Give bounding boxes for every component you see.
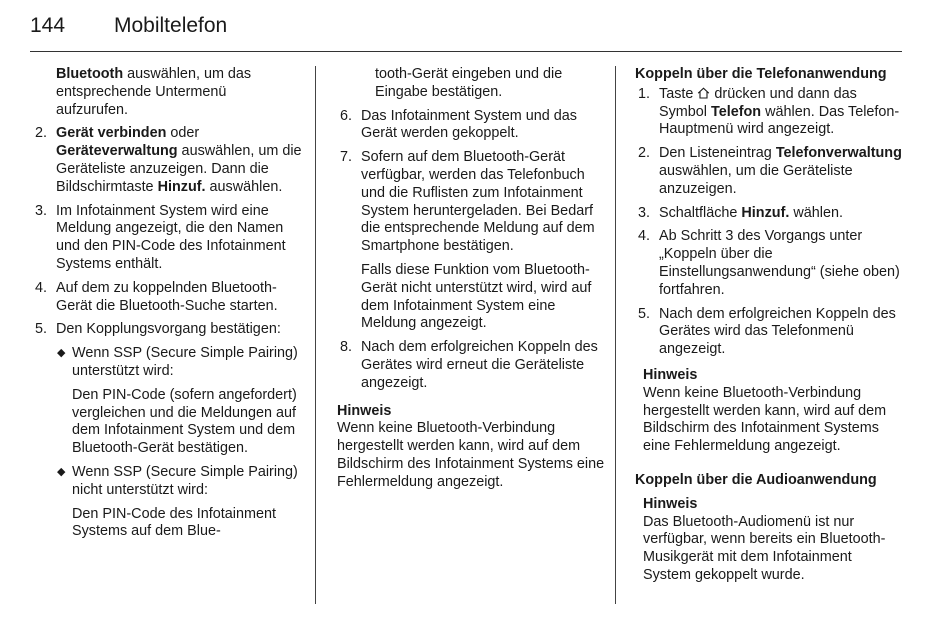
step-2: 2. Gerät verbinden oder Geräteverwaltung auswählen, um die Geräteliste anzuzeigen. Dann die Bildschirmtaste Hinzuf. auswählen. xyxy=(35,125,302,195)
bullet-ssp-not-supported: ◆ Wenn SSP (Secure Simple Pairing) nicht unterstützt wird: xyxy=(57,463,298,498)
page-header xyxy=(30,8,930,48)
step-7-detail: Falls diese Funktion vom Bluetooth-Gerät nicht unterstützt wird, wird auf dem Infotainment System eine Meldung angezeigt. xyxy=(361,261,592,332)
note-heading: Hinweis xyxy=(337,402,392,419)
page-number: 144 xyxy=(30,14,66,37)
note-heading: Hinweis xyxy=(643,495,698,512)
step-5-continuation: tooth-Gerät eingeben und die Eingabe bestätigen. xyxy=(375,66,563,100)
note-heading: Hinweis xyxy=(643,366,698,383)
section-heading-phone-app: Koppeln über die Telefonanwendung xyxy=(635,66,887,82)
bullet-ssp-supported-detail: Den PIN-Code (sofern angefordert) vergleichen und die Meldungen auf dem Infotainment System und dem Bluetooth-Gerät bestätigen. xyxy=(72,386,297,457)
diamond-bullet-icon: ◆ xyxy=(57,347,66,360)
step-6: 6. Das Infotainment System und das Gerät werden gekoppelt. xyxy=(340,107,577,142)
bullet-ssp-not-supported-detail: Den PIN-Code des Infotainment Systems auf dem Blue- xyxy=(72,505,276,540)
step-1: 1. Taste drücken und dann das Symbol Telefon wählen. Das Telefon-Hauptmenü wird angezeigt. xyxy=(638,85,900,138)
note-box xyxy=(337,403,607,492)
home-icon xyxy=(697,87,710,99)
column-divider-2 xyxy=(615,66,616,604)
step-3: 3. Im Infotainment System wird eine Meldung angezeigt, die den Namen und den PIN-Code des Infotainment Systems enthält. xyxy=(35,202,286,272)
column-divider-1 xyxy=(315,66,316,604)
note-box-1 xyxy=(635,367,903,456)
step-1-continuation: Bluetooth auswählen, um das entsprechende Untermenü aufzurufen. xyxy=(56,66,252,118)
step-5: 5. Den Kopplungsvorgang bestätigen: ◆ Wenn SSP (Secure Simple Pairing) unterstützt wird: Den PIN-Code (sofern angefordert) vergleichen und die Meldungen auf dem Infotainment System und dem Bluetooth-Gerät bestätigen. ◆ Wenn SSP (Secure Simple Pairing) nicht unterstützt wird: Den PIN-Code des Infotainment Systems auf dem Blue- xyxy=(32,321,302,541)
note-box-2 xyxy=(635,496,903,585)
column-3 xyxy=(635,66,903,585)
note-text: Wenn keine Bluetooth-Verbindung hergestellt werden kann, wird auf dem Bildschirm des Infotainment Systems eine Fehlermeldung angezeigt. xyxy=(337,420,605,490)
step-4: 4. Auf dem zu koppelnden Bluetooth-Gerät die Bluetooth-Suche starten. xyxy=(35,279,278,314)
page-title: Mobiltelefon xyxy=(114,14,228,37)
step-3: 3. Schaltfläche Hinzuf. wählen. xyxy=(638,204,843,221)
bullet-ssp-supported: ◆ Wenn SSP (Secure Simple Pairing) unterstützt wird: xyxy=(57,345,298,379)
step-7: 7. Sofern auf dem Bluetooth-Gerät verfügbar, werden das Telefonbuch und die Ruflisten zum Infotainment System heruntergeladen. Bei Bedarf die entsprechende Meldung auf dem Smartphone bestätigen. Falls diese Funktion vom Bluetooth-Gerät nicht unterstützt wird, wird auf dem Infotainment System eine Meldung angezeigt. xyxy=(337,149,607,333)
note-text: Das Bluetooth-Audiomenü ist nur verfügbar, wenn bereits ein Bluetooth-Musikgerät mit dem Infotainment System gekoppelt wurde. xyxy=(643,513,886,583)
diamond-bullet-icon: ◆ xyxy=(57,465,66,478)
step-5: 5. Nach dem erfolgreichen Koppeln des Gerätes wird das Telefonmenü angezeigt. xyxy=(638,305,896,358)
column-1 xyxy=(32,66,302,547)
step-8: 8. Nach dem erfolgreichen Koppeln des Gerätes wird erneut die Geräteliste angezeigt. xyxy=(340,339,598,391)
header-divider xyxy=(30,51,902,52)
column-2 xyxy=(337,66,607,492)
note-text: Wenn keine Bluetooth-Verbindung hergestellt werden kann, wird auf dem Bildschirm des Infotainment Systems eine Fehlermeldung angezeigt. xyxy=(643,384,887,455)
step-2: 2. Den Listeneintrag Telefonverwaltung auswählen, um die Geräteliste anzuzeigen. xyxy=(638,145,902,197)
step-4: 4. Ab Schritt 3 des Vorgangs unter „Koppeln über die Einstellungsanwendung“ (siehe oben) fortfahren. xyxy=(638,228,900,298)
section-heading-audio-app: Koppeln über die Audioanwendung xyxy=(635,471,877,488)
